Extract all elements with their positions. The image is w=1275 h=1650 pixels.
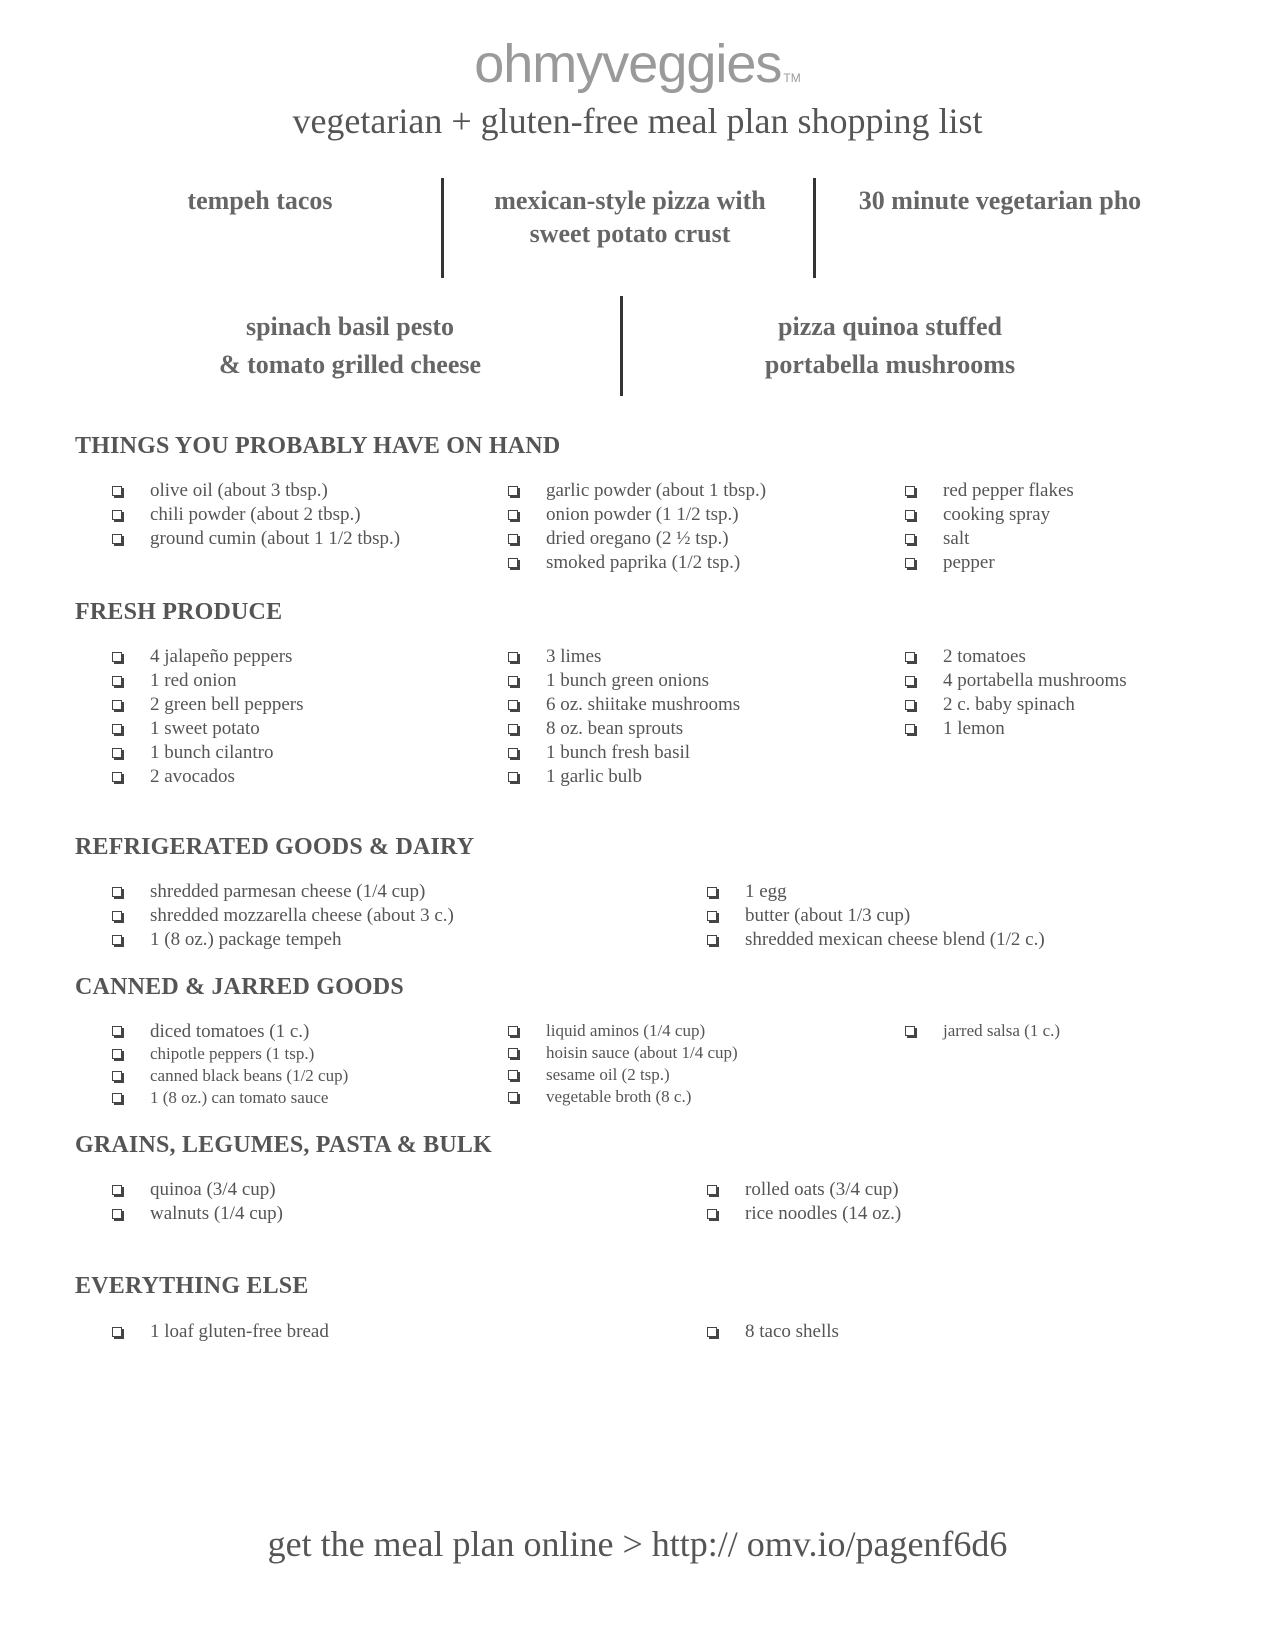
dairy-col-2 [707, 880, 1207, 952]
checkbox-icon[interactable] [905, 652, 915, 662]
list-item[interactable]: liquid aminos (1/4 cup) [508, 1020, 848, 1042]
checkbox-icon[interactable] [905, 700, 915, 710]
grains-col-2 [707, 1178, 1207, 1226]
list-item[interactable]: dried oregano (2 ½ tsp.) [508, 527, 848, 551]
list-item[interactable]: 1 sweet potato [112, 717, 452, 741]
list-item[interactable]: vegetable broth (8 c.) [508, 1086, 848, 1108]
list-item[interactable]: butter (about 1/3 cup) [707, 904, 1207, 928]
checkbox-icon[interactable] [905, 724, 915, 734]
checkbox-icon[interactable] [508, 534, 518, 544]
checkbox-icon[interactable] [112, 676, 122, 686]
recipe-line: & tomato grilled cheese [218, 350, 482, 379]
produce-col-2 [508, 645, 848, 789]
checkbox-icon[interactable] [508, 700, 518, 710]
list-item[interactable]: shredded mexican cheese blend (1/2 c.) [707, 928, 1207, 952]
page-title: vegetarian + gluten-free meal plan shopping list [292, 101, 983, 141]
list-item[interactable]: diced tomatoes (1 c.) [112, 1020, 472, 1043]
checkbox-icon[interactable] [508, 676, 518, 686]
list-item[interactable]: canned black beans (1/2 cup) [112, 1065, 472, 1087]
list-item[interactable]: salt [905, 527, 1205, 551]
list-item[interactable]: shredded mozzarella cheese (about 3 c.) [112, 904, 672, 928]
logo-trademark: TM [783, 71, 801, 85]
recipe-line: pizza quinoa stuffed [778, 312, 1002, 341]
checkbox-icon[interactable] [112, 486, 122, 496]
list-item[interactable]: olive oil (about 3 tbsp.) [112, 479, 422, 503]
canned-col-3 [905, 1020, 1205, 1042]
checkbox-icon[interactable] [112, 887, 122, 897]
section-title-grains: GRAINS, LEGUMES, PASTA & BULK [75, 1132, 492, 1158]
recipe-mexican-pizza [450, 184, 810, 250]
list-item[interactable]: 1 garlic bulb [508, 765, 848, 789]
list-item[interactable]: onion powder (1 1/2 tsp.) [508, 503, 848, 527]
list-item[interactable]: jarred salsa (1 c.) [905, 1020, 1205, 1042]
list-item[interactable]: pepper [905, 551, 1205, 575]
recipe-grilled-cheese [170, 308, 530, 384]
checkbox-icon[interactable] [905, 510, 915, 520]
else-col-1 [112, 1320, 672, 1344]
list-item[interactable]: chipotle peppers (1 tsp.) [112, 1043, 472, 1065]
list-item[interactable]: smoked paprika (1/2 tsp.) [508, 551, 848, 575]
list-item[interactable]: 3 limes [508, 645, 848, 669]
list-item[interactable]: 1 (8 oz.) package tempeh [112, 928, 672, 952]
dairy-col-1 [112, 880, 672, 952]
checkbox-icon[interactable] [112, 1071, 122, 1081]
checkbox-icon[interactable] [508, 1026, 518, 1036]
section-title-on-hand: THINGS YOU PROBABLY HAVE ON HAND [75, 433, 561, 459]
on-hand-col-1 [112, 479, 422, 551]
footer-meal-plan-link[interactable]: get the meal plan online > http:// omv.io/pagenf6d6 [267, 1524, 1008, 1564]
list-item[interactable]: rice noodles (14 oz.) [707, 1202, 1207, 1226]
checkbox-icon[interactable] [508, 652, 518, 662]
checkbox-icon[interactable] [905, 534, 915, 544]
checkbox-icon[interactable] [707, 935, 717, 945]
list-item[interactable]: walnuts (1/4 cup) [112, 1202, 672, 1226]
recipe-line: spinach basil pesto [245, 312, 455, 341]
checkbox-icon[interactable] [112, 510, 122, 520]
list-item[interactable]: garlic powder (about 1 tbsp.) [508, 479, 848, 503]
grains-col-1 [112, 1178, 672, 1226]
list-item[interactable]: 2 avocados [112, 765, 452, 789]
produce-col-3 [905, 645, 1225, 741]
checkbox-icon[interactable] [707, 1185, 717, 1195]
on-hand-col-3 [905, 479, 1205, 575]
checkbox-icon[interactable] [112, 1093, 122, 1103]
checkbox-icon[interactable] [707, 1327, 717, 1337]
list-item[interactable]: 4 jalapeño peppers [112, 645, 452, 669]
checkbox-icon[interactable] [112, 534, 122, 544]
checkbox-icon[interactable] [707, 911, 717, 921]
list-item[interactable]: 1 bunch fresh basil [508, 741, 848, 765]
logo-text: ohmyveggies [474, 34, 782, 94]
list-item[interactable]: cooking spray [905, 503, 1205, 527]
checkbox-icon[interactable] [508, 724, 518, 734]
else-col-2 [707, 1320, 1207, 1344]
recipe-tempeh-tacos [95, 184, 425, 217]
checkbox-icon[interactable] [112, 700, 122, 710]
recipe-stuffed-mushrooms [710, 308, 1070, 384]
canned-col-2 [508, 1020, 848, 1108]
list-item[interactable]: 8 oz. bean sprouts [508, 717, 848, 741]
section-title-dairy: REFRIGERATED GOODS & DAIRY [75, 834, 475, 860]
list-item[interactable]: sesame oil (2 tsp.) [508, 1064, 848, 1086]
checkbox-icon[interactable] [508, 558, 518, 568]
divider [441, 178, 444, 278]
list-item[interactable]: 2 green bell peppers [112, 693, 452, 717]
checkbox-icon[interactable] [112, 1049, 122, 1059]
recipe-line: sweet potato crust [529, 219, 731, 248]
produce-col-1 [112, 645, 452, 789]
list-item[interactable]: quinoa (3/4 cup) [112, 1178, 672, 1202]
list-item[interactable]: chili powder (about 2 tbsp.) [112, 503, 422, 527]
checkbox-icon[interactable] [508, 510, 518, 520]
checkbox-icon[interactable] [112, 1026, 122, 1036]
checkbox-icon[interactable] [112, 1185, 122, 1195]
section-title-produce: FRESH PRODUCE [75, 599, 283, 625]
recipe-line: mexican-style pizza with [494, 186, 766, 215]
list-item[interactable]: shredded parmesan cheese (1/4 cup) [112, 880, 672, 904]
recipe-line: 30 minute vegetarian pho [858, 186, 1142, 215]
list-item[interactable]: 1 bunch cilantro [112, 741, 452, 765]
list-item[interactable]: 4 portabella mushrooms [905, 669, 1225, 693]
list-item[interactable]: 1 loaf gluten-free bread [112, 1320, 672, 1344]
checkbox-icon[interactable] [508, 748, 518, 758]
checkbox-icon[interactable] [112, 724, 122, 734]
checkbox-icon[interactable] [707, 1209, 717, 1219]
on-hand-col-2 [508, 479, 848, 575]
section-title-everything-else: EVERYTHING ELSE [75, 1273, 309, 1299]
checkbox-icon[interactable] [508, 1048, 518, 1058]
checkbox-icon[interactable] [112, 1327, 122, 1337]
checkbox-icon[interactable] [112, 748, 122, 758]
checkbox-icon[interactable] [112, 1209, 122, 1219]
list-item[interactable]: 1 (8 oz.) can tomato sauce [112, 1087, 472, 1109]
list-item[interactable]: 6 oz. shiitake mushrooms [508, 693, 848, 717]
list-item[interactable]: 2 c. baby spinach [905, 693, 1225, 717]
recipe-line: portabella mushrooms [764, 350, 1016, 379]
list-item[interactable]: 8 taco shells [707, 1320, 1207, 1344]
list-item[interactable]: rolled oats (3/4 cup) [707, 1178, 1207, 1202]
checkbox-icon[interactable] [707, 887, 717, 897]
list-item[interactable]: 1 red onion [112, 669, 452, 693]
divider [620, 296, 623, 396]
list-item[interactable]: 1 egg [707, 880, 1207, 904]
list-item[interactable]: ground cumin (about 1 1/2 tbsp.) [112, 527, 422, 551]
checkbox-icon[interactable] [112, 911, 122, 921]
checkbox-icon[interactable] [508, 486, 518, 496]
list-item[interactable]: 1 lemon [905, 717, 1225, 741]
checkbox-icon[interactable] [508, 1070, 518, 1080]
checkbox-icon[interactable] [905, 1026, 915, 1036]
checkbox-icon[interactable] [905, 558, 915, 568]
checkbox-icon[interactable] [112, 652, 122, 662]
canned-col-1 [112, 1020, 472, 1109]
recipe-line: tempeh tacos [187, 186, 333, 215]
checkbox-icon[interactable] [905, 486, 915, 496]
brand-logo [0, 34, 1275, 94]
checkbox-icon[interactable] [112, 772, 122, 782]
recipe-vegetarian-pho [820, 184, 1180, 217]
section-title-canned: CANNED & JARRED GOODS [75, 974, 404, 1000]
checkbox-icon[interactable] [905, 676, 915, 686]
checkbox-icon[interactable] [112, 935, 122, 945]
list-item[interactable]: 1 bunch green onions [508, 669, 848, 693]
divider [813, 178, 816, 278]
checkbox-icon[interactable] [508, 1092, 518, 1102]
list-item[interactable]: 2 tomatoes [905, 645, 1225, 669]
list-item[interactable]: red pepper flakes [905, 479, 1205, 503]
checkbox-icon[interactable] [508, 772, 518, 782]
list-item[interactable]: hoisin sauce (about 1/4 cup) [508, 1042, 848, 1064]
